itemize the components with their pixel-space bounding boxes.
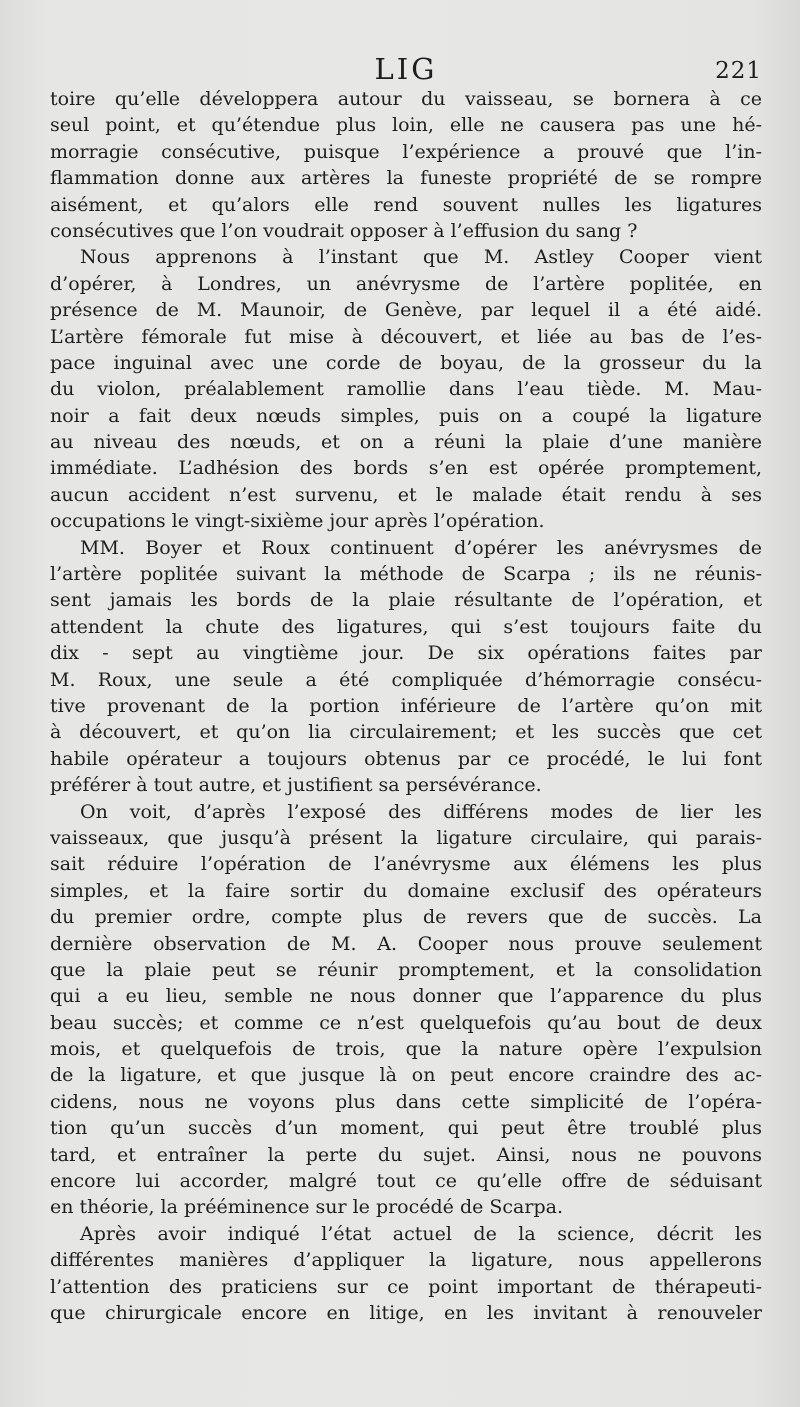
text-line: habile opérateur a toujours obtenus par ce procédé, le lui font — [50, 747, 762, 770]
text-line: vaisseaux, que jusqu’à présent la ligature circulaire, qui parais- — [50, 826, 762, 849]
text-line: de la ligature, et que jusque là on peut encore craindre des ac- — [50, 1064, 762, 1087]
text-line: l’attention des praticiens sur ce point important de thérapeuti- — [50, 1275, 762, 1298]
text-line: noir a fait deux nœuds simples, puis on a coupé la ligature — [50, 404, 762, 427]
text-line: d’opérer, à Londres, un anévrysme de l’artère poplitée, en — [50, 272, 762, 295]
text-line: immédiate. L’adhésion des bords s’en est opérée promptement, — [50, 457, 762, 480]
text-line: toire qu’elle développera autour du vaisseau, se bornera à ce — [50, 88, 762, 110]
text-line: Après avoir indiqué l’état actuel de la science, décrit les — [80, 1222, 762, 1245]
text-line: attendent la chute des ligatures, qui s’est toujours faite du — [50, 615, 762, 638]
text-line: flammation donne aux artères la funeste propriété de se rompre — [50, 167, 762, 190]
text-line: tion qu’un succès d’un moment, qui peut être troublé plus — [50, 1117, 762, 1140]
text-line: à découvert, et qu’on lia circulairement; et les succès que cet — [50, 721, 762, 744]
running-title: LIG — [374, 52, 438, 86]
text-line: sent jamais les bords de la plaie résultante de l’opération, et — [50, 589, 762, 612]
text-line: aucun accident n’est survenu, et le malade était rendu à ses — [50, 483, 762, 506]
text-line: au niveau des nœuds, et on a réuni la plaie d’une manière — [50, 431, 762, 454]
text-line: MM. Boyer et Roux continuent d’opérer les anévrysmes de — [80, 536, 762, 559]
text-line: consécutives que l’on voudrait opposer à l’effusion du sang ? — [50, 219, 638, 242]
text-line: encore lui accorder, malgré tout ce qu’elle offre de séduisant — [50, 1170, 762, 1193]
text-line: cidens, nous ne voyons plus dans cette simplicité de l’opéra- — [50, 1090, 762, 1113]
text-line: différentes manières d’appliquer la ligature, nous appellerons — [50, 1249, 762, 1272]
text-line: Nous apprenons à l’instant que M. Astley Cooper vient — [80, 246, 762, 269]
text-line: sait réduire l’opération de l’anévrysme aux élémens les plus — [50, 853, 762, 876]
text-line: du violon, préalablement ramollie dans l’eau tiède. M. Mau- — [50, 378, 762, 401]
text-line: préférer à tout autre, et justifient sa persévérance. — [50, 774, 542, 797]
text-line: simples, et la faire sortir du domaine exclusif des opérateurs — [50, 879, 762, 902]
text-line: qui a eu lieu, semble ne nous donner que l’apparence du plus — [50, 985, 762, 1008]
text-line: l’artère poplitée suivant la méthode de Scarpa ; ils ne réunis- — [50, 563, 762, 586]
text-line: dernière observation de M. A. Cooper nous prouve seulement — [50, 932, 762, 955]
text-line: présence de M. Maunoir, de Genève, par lequel il a été aidé. — [50, 299, 762, 322]
text-line: tive provenant de la portion inférieure de l’artère qu’on mit — [50, 694, 762, 717]
text-line: seul point, et qu’étendue plus loin, elle ne causera pas une hé- — [50, 114, 762, 137]
text-line: On voit, d’après l’exposé des différens modes de lier les — [80, 800, 762, 823]
text-line: tard, et entraîner la perte du sujet. Ainsi, nous ne pouvons — [50, 1143, 762, 1166]
text-line: pace inguinal avec une corde de boyau, de la grosseur du la — [50, 351, 762, 374]
text-line: morragie consécutive, puisque l’expérience a prouvé que l’in- — [50, 140, 762, 163]
text-line: L’artère fémorale fut mise à découvert, et liée au bas de l’es- — [50, 325, 762, 348]
text-line: que la plaie peut se réunir promptement, et la consolidation — [50, 958, 762, 981]
text-line: en théorie, la prééminence sur le procédé de Scarpa. — [50, 1196, 563, 1219]
body-text — [50, 86, 762, 1326]
text-line: occupations le vingt-sixième jour après l’opération. — [50, 510, 545, 533]
text-line: beau succès; et comme ce n’est quelquefois qu’au bout de deux — [50, 1011, 762, 1034]
text-line: que chirurgicale encore en litige, en les invitant à renouveler — [50, 1301, 762, 1324]
text-line: M. Roux, une seule a été compliquée d’hémorragie consécu- — [50, 668, 762, 691]
text-line: aisément, et qu’alors elle rend souvent nulles les ligatures — [50, 193, 762, 216]
text-line: mois, et quelquefois de trois, que la nature opère l’expulsion — [50, 1038, 762, 1061]
text-line: dix - sept au vingtième jour. De six opérations faites par — [50, 642, 762, 665]
text-line: du premier ordre, compte plus de revers que de succès. La — [50, 906, 762, 929]
page-number: 221 — [715, 58, 762, 84]
